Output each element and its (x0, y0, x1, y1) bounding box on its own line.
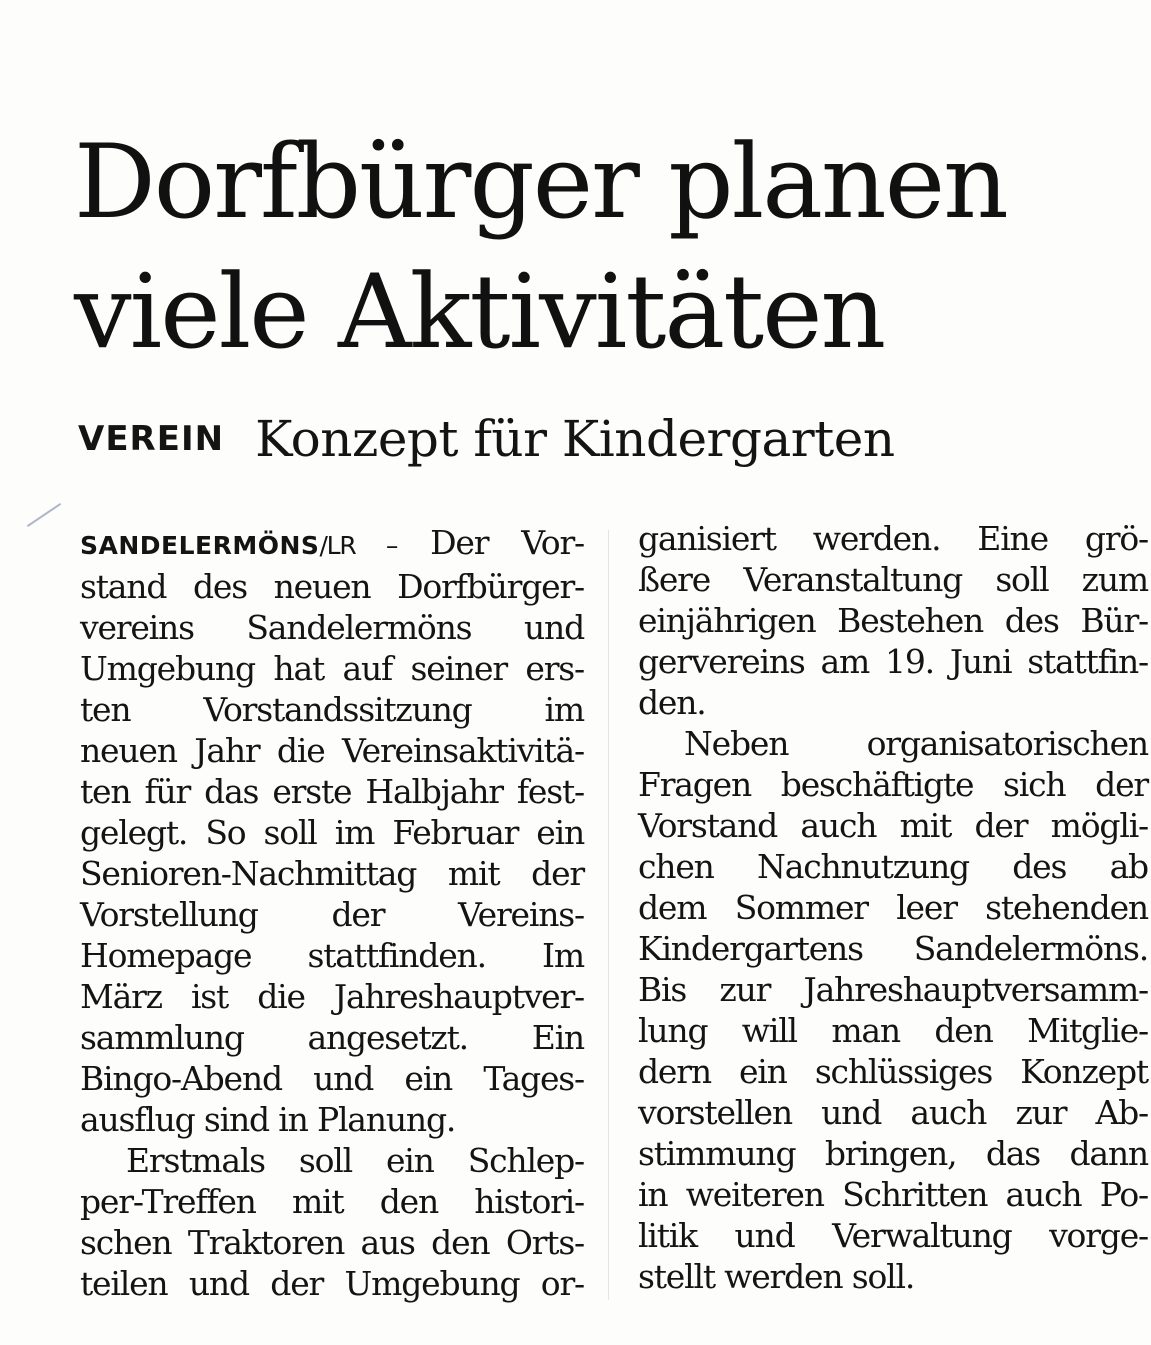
article-headline (74, 118, 1114, 378)
article-line: Vorstellung der Vereins- (80, 895, 584, 934)
article-line: litik und Verwaltung vorge- (638, 1216, 1148, 1255)
article-line: vorstellen und auch zur Ab- (638, 1093, 1148, 1132)
article-line: stand des neuen Dorfbürger- (80, 567, 584, 606)
article-line: einjährigen Bestehen des Bür- (638, 601, 1148, 640)
article-line: ten Vorstandssitzung im (80, 690, 584, 729)
article-line: Bis zur Jahreshauptversamm- (638, 970, 1148, 1009)
article-subheadline (78, 410, 1078, 468)
headline-line-2: viele Aktivitäten (74, 253, 885, 372)
article-line-text: Der Vor- (430, 523, 585, 562)
column-divider (608, 530, 609, 1300)
article-line: sammlung angesetzt. Ein (80, 1018, 584, 1057)
article-column-2 (638, 518, 1148, 1297)
article-line: schen Traktoren aus den Orts- (80, 1223, 584, 1262)
article-line: ganisiert werden. Eine grö- (638, 519, 1148, 558)
article-line: Fragen beschäftigte sich der (638, 765, 1148, 804)
subheadline-text: Konzept für Kindergarten (255, 410, 895, 468)
article-line: Homepage stattfinden. Im (80, 936, 584, 975)
article-column-1 (80, 522, 584, 1304)
dateline-place: SANDELERMÖNS (80, 531, 320, 560)
article-line: Senioren-Nachmittag mit der (80, 854, 584, 893)
article-line: Bingo-Abend und ein Tages- (80, 1059, 584, 1098)
article-line: chen Nachnutzung des ab (638, 847, 1148, 886)
article-line: dem Sommer leer stehenden (638, 888, 1148, 927)
article-line: Umgebung hat auf seiner ers- (80, 649, 584, 688)
article-line: lung will man den Mitglie- (638, 1011, 1148, 1050)
article-line: vereins Sandelermöns und (80, 608, 584, 647)
article-line: Kindergartens Sandelermöns. (638, 929, 1148, 968)
article-line: Vorstand auch mit der mögli- (638, 806, 1148, 845)
article-line: März ist die Jahreshauptver- (80, 977, 584, 1016)
article-line: in weiteren Schritten auch Po- (638, 1175, 1148, 1214)
article-line: gelegt. So soll im Februar ein (80, 813, 584, 852)
article-line: ten für das erste Halbjahr fest- (80, 772, 584, 811)
article-line: den. (638, 683, 706, 722)
article-line: dern ein schlüssiges Konzept (638, 1052, 1148, 1091)
article-line: per-Treffen mit den histori- (80, 1182, 584, 1221)
article-line: stimmung bringen, das dann (638, 1134, 1148, 1173)
article-line: stellt werden soll. (638, 1257, 915, 1296)
article-line: Erstmals soll ein Schlep- (126, 1141, 584, 1180)
section-kicker: VEREIN (78, 419, 225, 459)
dateline-suffix: /LR – (319, 531, 398, 560)
article-line: teilen und der Umgebung or- (80, 1264, 584, 1303)
article-line: neuen Jahr die Vereinsaktivitä- (80, 731, 584, 770)
scan-pen-mark (27, 503, 61, 527)
article-line: gervereins am 19. Juni stattfin- (638, 642, 1148, 681)
headline-line-1: Dorfbürger planen (74, 123, 1007, 242)
article-line: ausflug sind in Planung. (80, 1100, 456, 1139)
article-line: ßere Veranstaltung soll zum (638, 560, 1148, 599)
article-line (80, 522, 584, 566)
article-line: Neben organisatorischen (684, 724, 1148, 763)
